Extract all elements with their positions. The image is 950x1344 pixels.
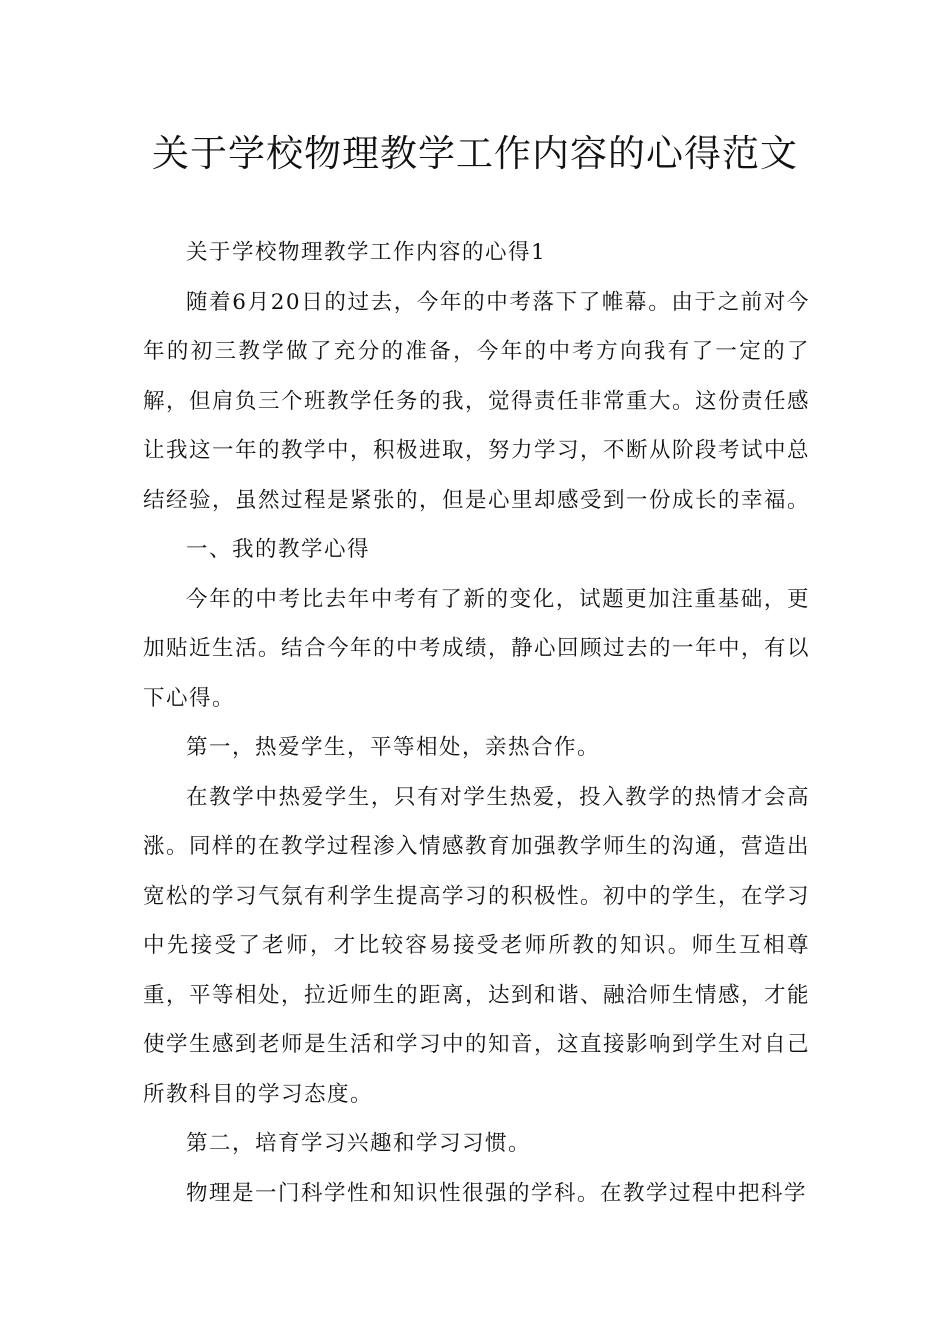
section-heading-1: 关于学校物理教学工作内容的心得1 [186, 240, 547, 265]
section-heading-teaching-experience: 一、我的教学心得 [186, 537, 371, 562]
document-body [143, 228, 810, 1218]
document-title: 关于学校物理教学工作内容的心得范文 [152, 132, 798, 175]
paragraph-physics-subject: 物理是一门科学性和知识性很强的学科。在教学过程中把科学 [186, 1180, 808, 1206]
paragraph-intro: 随着6月20日的过去，今年的中考落下了帷幕。由于之前对今年的初三教学做了充分的准备，今年的中考方向我有了一定的了解，但肩负三个班教学任务的我，觉得责任非常重大。这份责任感让我这一年的教学中，积极进取，努力学习，不断从阶段考试中总结经验，虽然过程是紧张的，但是心里却感受到一份成长的幸福。 [143, 289, 811, 513]
paragraph-exam-changes: 今年的中考比去年中考有了新的变化，试题更加注重基础，更加贴近生活。结合今年的中考成绩，静心回顾过去的一年中，有以下心得。 [143, 586, 811, 711]
paragraph-love-students: 在教学中热爱学生，只有对学生热爱，投入教学的热情才会高涨。同样的在教学过程渗入情感教育加强教学师生的沟通，营造出宽松的学习气氛有利学生提高学习的积极性。初中的学生，在学习中先接受了老师，才比较容易接受老师所教的知识。师生互相尊重，平等相处，拉近师生的距离，达到和谐、融洽师生情感，才能使学生感到老师是生活和学习中的知音，这直接影响到学生对自己所教科目的学习态度。 [143, 784, 811, 1107]
point-first: 第一，热爱学生，平等相处，亲热合作。 [186, 735, 601, 760]
point-second: 第二，培育学习兴趣和学习习惯。 [186, 1131, 532, 1156]
